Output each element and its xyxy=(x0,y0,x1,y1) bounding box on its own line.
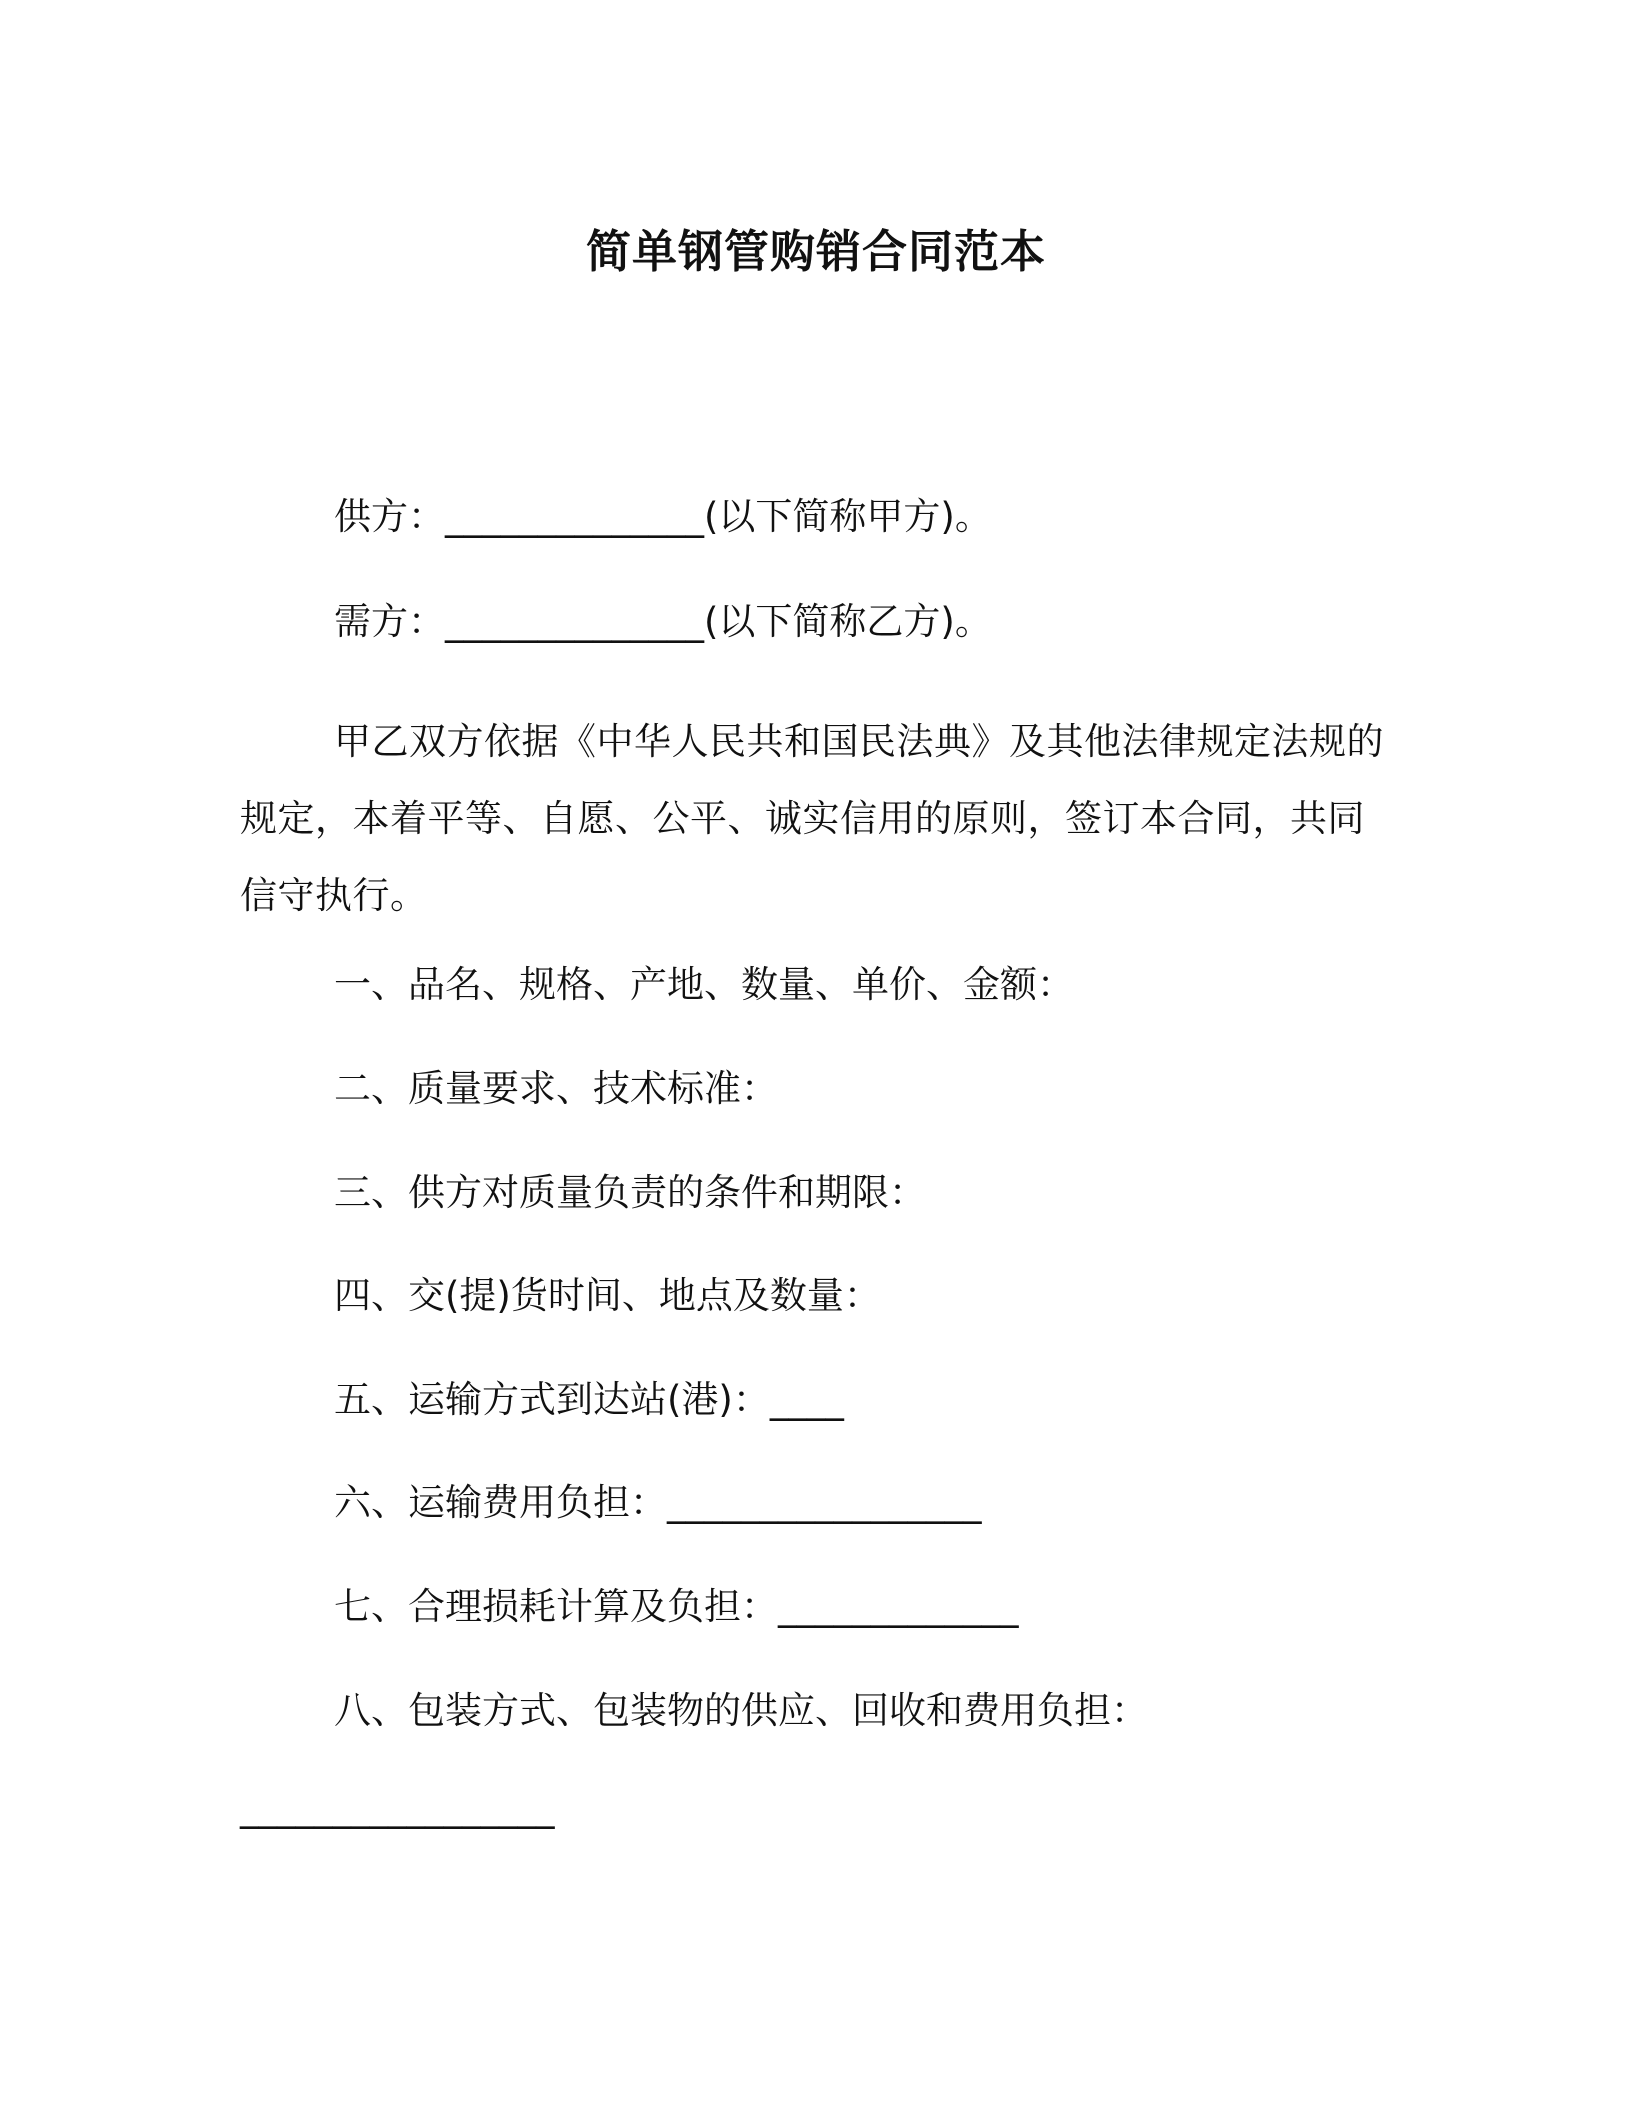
clause-3: 三、供方对质量负责的条件和期限： xyxy=(334,1171,926,1214)
clause-2: 二、质量要求、技术标准： xyxy=(334,1067,778,1110)
clause-1: 一、品名、规格、产地、数量、单价、金额： xyxy=(334,963,1074,1006)
clause-5: 五、运输方式到达站(港)：____ xyxy=(334,1378,844,1421)
clause-7: 七、合理损耗计算及负担：_____________ xyxy=(334,1585,1019,1628)
supplier-line: 供方：______________(以下简称甲方)。 xyxy=(334,495,992,538)
buyer-line: 需方：______________(以下简称乙方)。 xyxy=(334,600,992,643)
clause-4: 四、交(提)货时间、地点及数量： xyxy=(334,1274,881,1317)
document-title: 简单钢管购销合同范本 xyxy=(585,225,1046,278)
clause-6: 六、运输费用负担：_________________ xyxy=(334,1481,982,1524)
intro-paragraph: 甲乙双方依据《中华人民共和国民法典》及其他法律规定法规的规定，本着平等、自愿、公平、诚实信用的原则，签订本合同，共同信守执行。 xyxy=(240,720,1384,917)
clause-8: 八、包装方式、包装物的供应、回收和费用负担： xyxy=(334,1689,1148,1732)
trailing-blank-line: _________________ xyxy=(240,1786,555,1829)
